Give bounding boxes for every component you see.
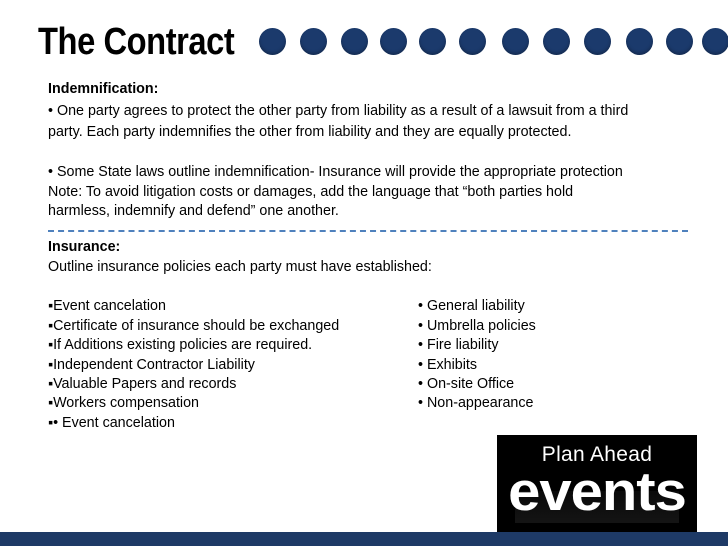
list-item: • General liability <box>418 298 525 314</box>
dot-icon <box>459 28 486 55</box>
list-item: ▪If Additions existing policies are required. <box>48 337 313 353</box>
indemnification-line-4: Note: To avoid litigation costs or damages, add the language that “both parties hold <box>48 184 574 200</box>
dot-icon <box>259 28 286 55</box>
list-item: ▪Event cancelation <box>48 298 166 314</box>
list-item: • Umbrella policies <box>418 318 536 334</box>
list-item: • On-site Office <box>418 376 515 392</box>
dot-icon <box>543 28 570 55</box>
logo-top-text: Plan Ahead <box>541 443 653 466</box>
slide-title: The Contract <box>38 21 235 63</box>
list-item: ▪• Event cancelation <box>48 415 175 431</box>
indemnification-heading: Indemnification: <box>48 81 159 97</box>
list-item: ▪Certificate of insurance should be exchanged <box>48 318 340 334</box>
decorative-dots <box>259 28 719 56</box>
indemnification-line-1: • One party agrees to protect the other party from liability as a result of a lawsuit from a third <box>48 103 629 119</box>
dot-icon <box>380 28 407 55</box>
indemnification-line-5: harmless, indemnify and defend” one another. <box>48 203 339 219</box>
list-item: ▪Independent Contractor Liability <box>48 357 255 373</box>
logo-main-text: events <box>508 460 686 523</box>
indemnification-line-3: • Some State laws outline indemnification- Insurance will provide the appropriate protection <box>48 164 623 180</box>
list-item: • Exhibits <box>418 357 478 373</box>
dot-icon <box>702 28 728 55</box>
dot-icon <box>502 28 529 55</box>
plan-ahead-events-logo <box>497 435 697 532</box>
footer-bar <box>0 532 728 546</box>
list-item: • Non-appearance <box>418 395 534 411</box>
dot-icon <box>419 28 446 55</box>
list-item: • Fire liability <box>418 337 499 353</box>
section-divider <box>48 230 688 232</box>
list-item: ▪Workers compensation <box>48 395 200 411</box>
indemnification-line-2: party. Each party indemnifies the other from liability and they are equally protected. <box>48 124 572 140</box>
insurance-heading: Insurance: <box>48 239 121 255</box>
dot-icon <box>626 28 653 55</box>
dot-icon <box>666 28 693 55</box>
dot-icon <box>341 28 368 55</box>
dot-icon <box>584 28 611 55</box>
dot-icon <box>300 28 327 55</box>
list-item: ▪Valuable Papers and records <box>48 376 237 392</box>
insurance-intro: Outline insurance policies each party must have established: <box>48 259 432 275</box>
